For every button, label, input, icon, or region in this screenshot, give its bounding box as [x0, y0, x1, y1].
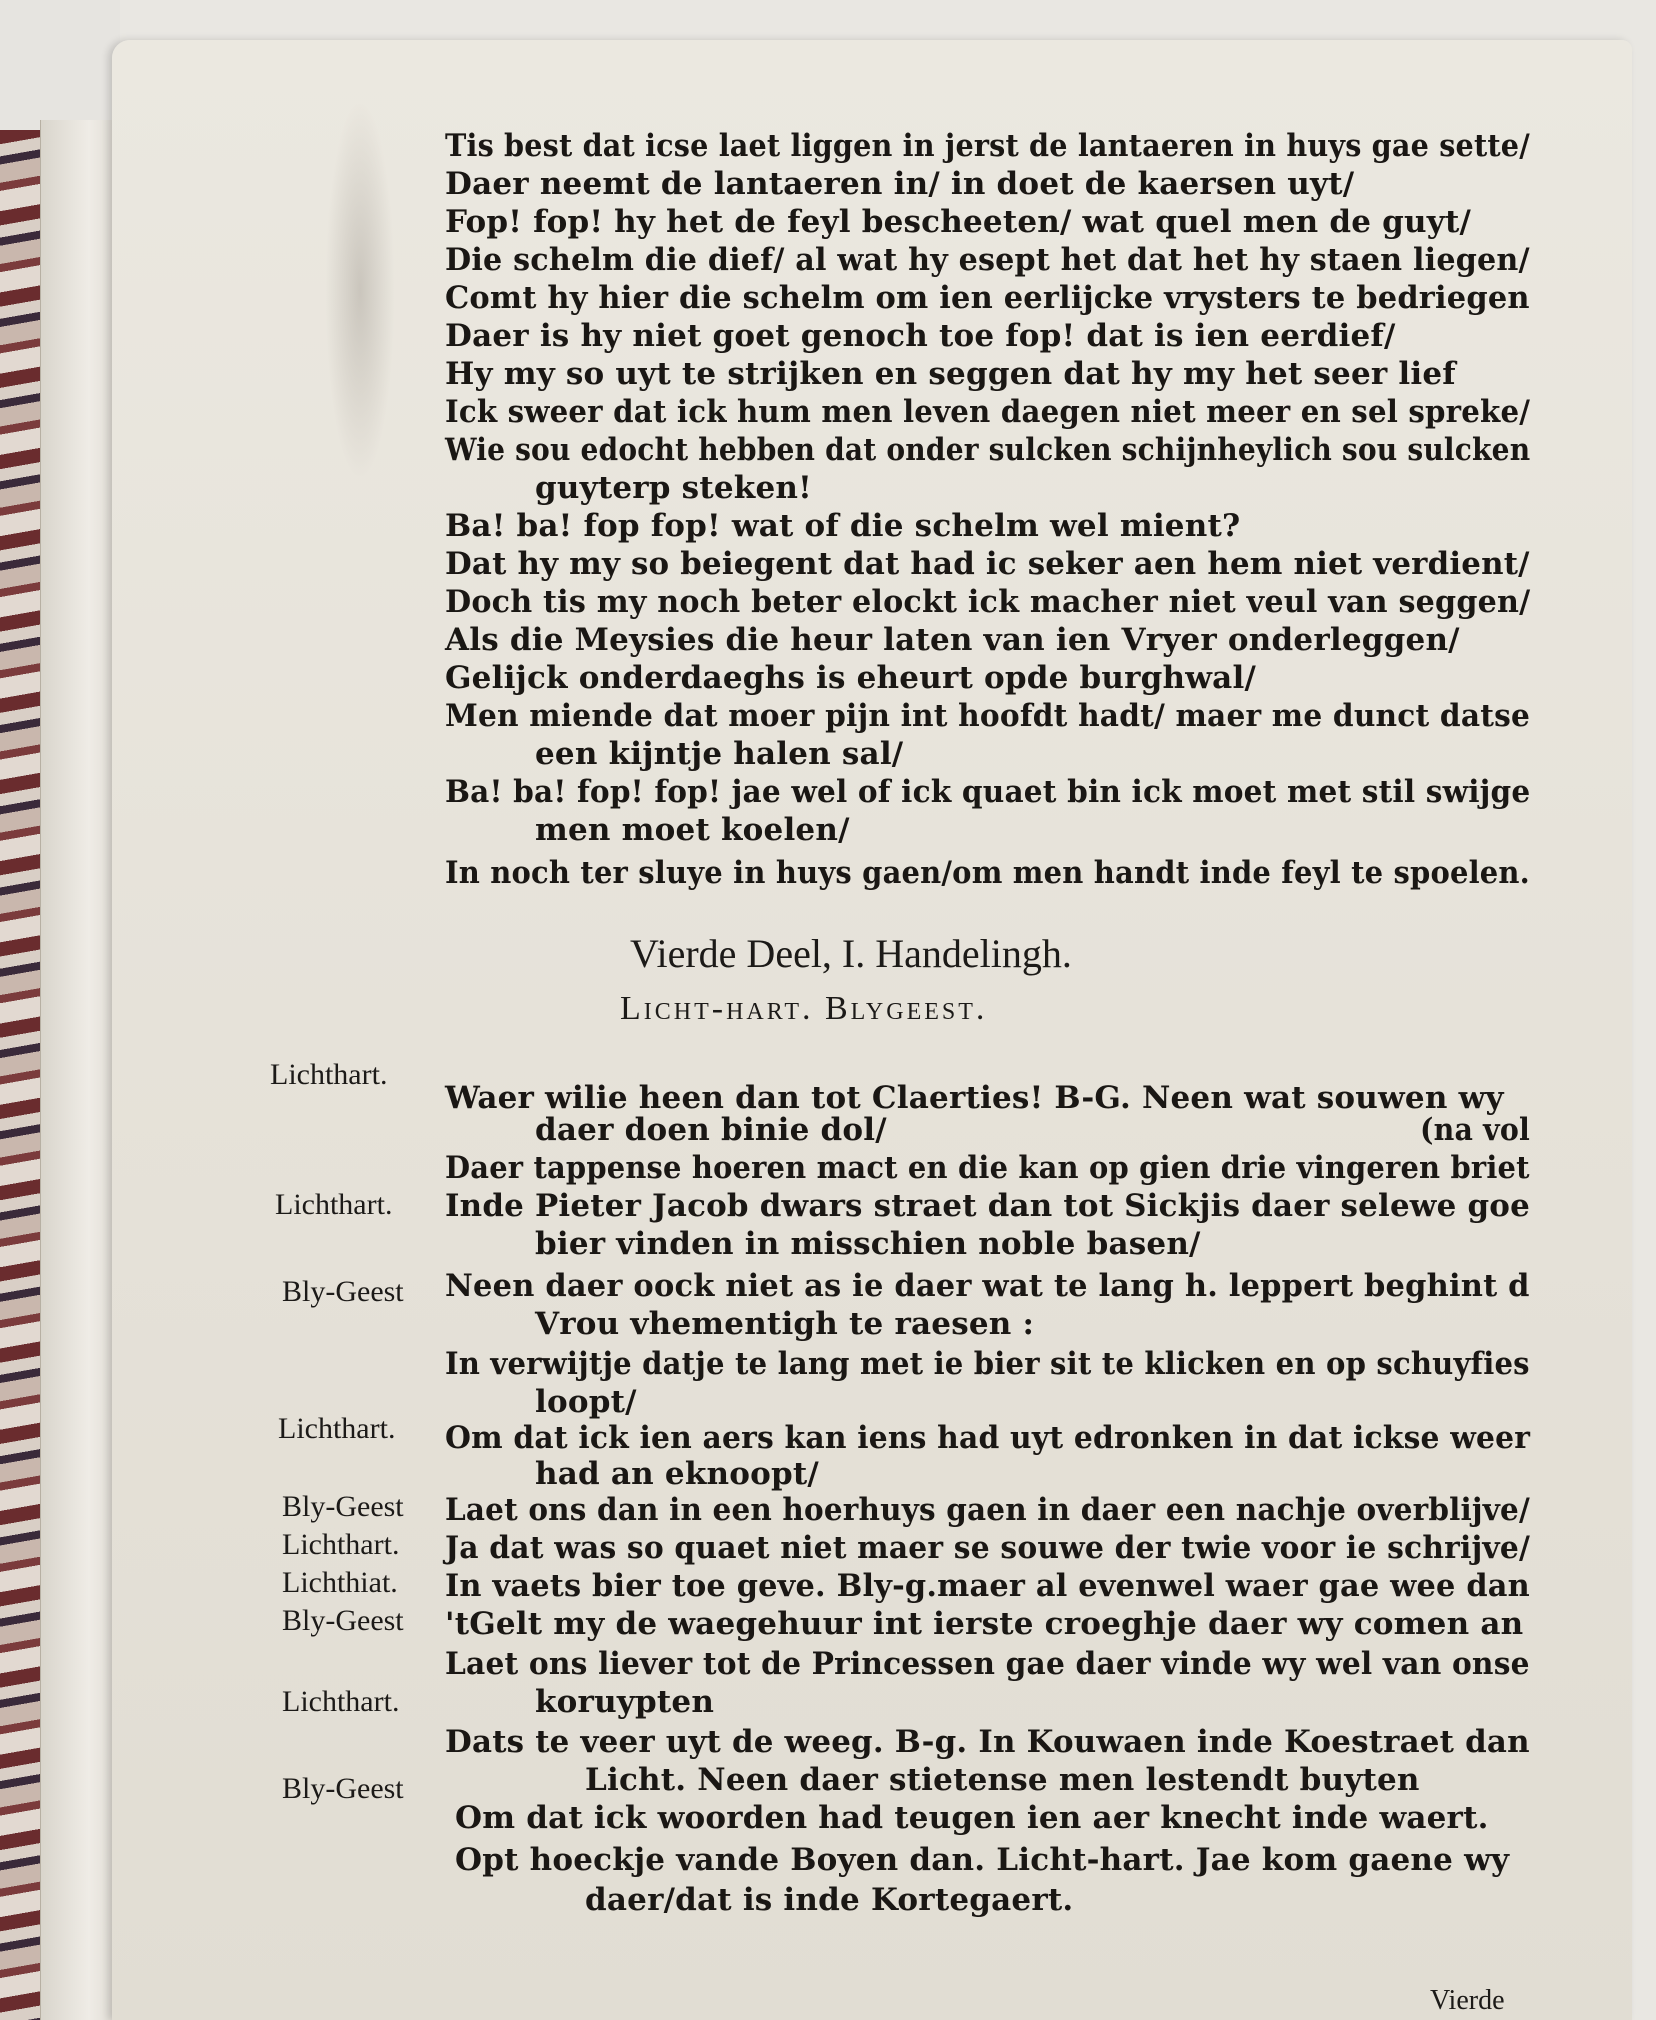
dialogue-line: 'tGelt my de waegehuur int ierste croeghje daer wy comen an	[445, 1606, 1524, 1642]
verse-line: Comt hy hier die schelm om ien eerlijcke vrysters te bedriegen	[445, 280, 1530, 316]
speaker-name: Bly-Geest	[282, 1275, 404, 1308]
verse-line: een kijntje halen sal/	[535, 736, 904, 772]
dialogue-line: In verwijtje datje te lang met ie bier sit te klicken en op schuyfies	[445, 1346, 1530, 1382]
dialogue-line: In vaets bier toe geve. Bly-g.maer al evenwel waer gae wee dan	[445, 1568, 1530, 1604]
dialogue-line: Ja dat was so quaet niet maer se souwe der twie voor ie schrijve/	[445, 1530, 1531, 1566]
verse-line: Doch tis my noch beter elockt ick macher niet veul van seggen/	[445, 584, 1531, 620]
speaker-name: Lichthart.	[270, 1058, 388, 1091]
verse-line: Als die Meysies die heur laten van ien Vryer onderleggen/	[445, 622, 1460, 658]
dialogue-line: Opt hoeckje vande Boyen dan. Licht-hart. Jae kom gaene wy	[455, 1842, 1510, 1878]
background-top	[0, 0, 120, 130]
verse-line: Die schelm die dief/ al wat hy esept het dat het hy staen liegen/	[445, 242, 1530, 278]
dialogue-line: daer/dat is inde Kortegaert.	[585, 1882, 1074, 1918]
dialogue-line: Om dat ick woorden had teugen ien aer knecht inde waert.	[455, 1800, 1489, 1836]
dialogue-line: Inde Pieter Jacob dwars straet dan tot Sickjis daer selewe goe	[445, 1188, 1530, 1224]
catchword: Vierde	[1430, 1985, 1505, 2016]
speaker-name: Bly-Geest	[282, 1490, 404, 1523]
verse-line: Ba! ba! fop! fop! jae wel of ick quaet bin ick moet met stil swijge	[445, 774, 1531, 810]
verse-line: men moet koelen/	[535, 812, 850, 848]
dialogue-line: bier vinden in misschien noble basen/	[535, 1226, 1201, 1262]
dialogue-line: Daer tappense hoeren mact en die kan op gien drie vingeren briet	[445, 1150, 1530, 1186]
section-title: Vierde Deel, I. Handelingh.	[630, 931, 1072, 976]
page-stain	[325, 100, 395, 480]
verse-line: Wie sou edocht hebben dat onder sulcken schijnheylich sou sulcken	[445, 432, 1531, 468]
dialogue-line: Neen daer oock niet as ie daer wat te lang h. leppert beghint d	[445, 1268, 1530, 1304]
speaker-name: Bly-Geest	[282, 1604, 404, 1637]
dialogue-line: (na vol	[1420, 1112, 1530, 1148]
verse-line: Daer neemt de lantaeren in/ in doet de kaersen uyt/	[445, 166, 1355, 202]
verse-line: Men miende dat moer pijn int hoofdt hadt/ maer me dunct datse	[445, 698, 1531, 734]
speaker-name: Lichthart.	[275, 1188, 393, 1221]
verse-line: In noch ter sluye in huys gaen/om men handt inde feyl te spoelen.	[445, 855, 1530, 891]
verse-line: Ba! ba! fop fop! wat of die schelm wel mient?	[445, 508, 1241, 544]
dialogue-line: Om dat ick ien aers kan iens had uyt edronken in dat ickse weer	[445, 1420, 1531, 1456]
speaker-name: Lichthart.	[282, 1528, 400, 1561]
verse-line: guyterp steken!	[535, 470, 812, 506]
dialogue-line: Laet ons dan in een hoerhuys gaen in daer een nachje overblijve/	[445, 1492, 1530, 1528]
speaker-name: Bly-Geest	[282, 1772, 404, 1805]
dialogue-line: Dats te veer uyt de weeg. B-g. In Kouwaen inde Koestraet dan	[445, 1724, 1530, 1760]
book-spine	[40, 120, 121, 2020]
verse-line: Tis best dat icse laet liggen in jerst de lantaeren in huys gae sette/	[445, 128, 1530, 164]
speaker-name: Lichthart.	[282, 1685, 400, 1718]
verse-line: Fop! fop! hy het de feyl bescheeten/ wat quel men de guyt/	[445, 204, 1472, 240]
verse-line: Hy my so uyt te strijken en seggen dat hy my het seer lief	[445, 356, 1456, 392]
dialogue-line: daer doen binie dol/	[535, 1112, 887, 1148]
dialogue-line: Licht. Neen daer stietense men lestendt buyten	[585, 1762, 1420, 1798]
dialogue-line: had an eknoopt/	[535, 1456, 819, 1492]
speaker-name: Lichthiat.	[282, 1566, 398, 1599]
dialogue-line: Vrou vhementigh te raesen :	[535, 1306, 1035, 1342]
section-subtitle: Licht-hart. Blygeest.	[620, 990, 988, 1027]
verse-line: Gelijck onderdaeghs is eheurt opde burghwal/	[445, 660, 1256, 696]
verse-line: Daer is hy niet goet genoch toe fop! dat is ien eerdief/	[445, 318, 1396, 354]
dialogue-line: loopt/	[535, 1384, 637, 1420]
speaker-name: Lichthart.	[278, 1412, 396, 1445]
dialogue-line: koruypten	[535, 1684, 715, 1720]
verse-line: Dat hy my so beiegent dat had ic seker aen hem niet verdient/	[445, 546, 1530, 582]
dialogue-line: Laet ons liever tot de Princessen gae daer vinde wy wel van onse	[445, 1646, 1530, 1682]
dialogue-line: Waer wilie heen dan tot Claerties! B-G. Neen wat souwen wy	[445, 1080, 1504, 1116]
verse-line: Ick sweer dat ick hum men leven daegen niet meer en sel spreke/	[445, 394, 1531, 430]
